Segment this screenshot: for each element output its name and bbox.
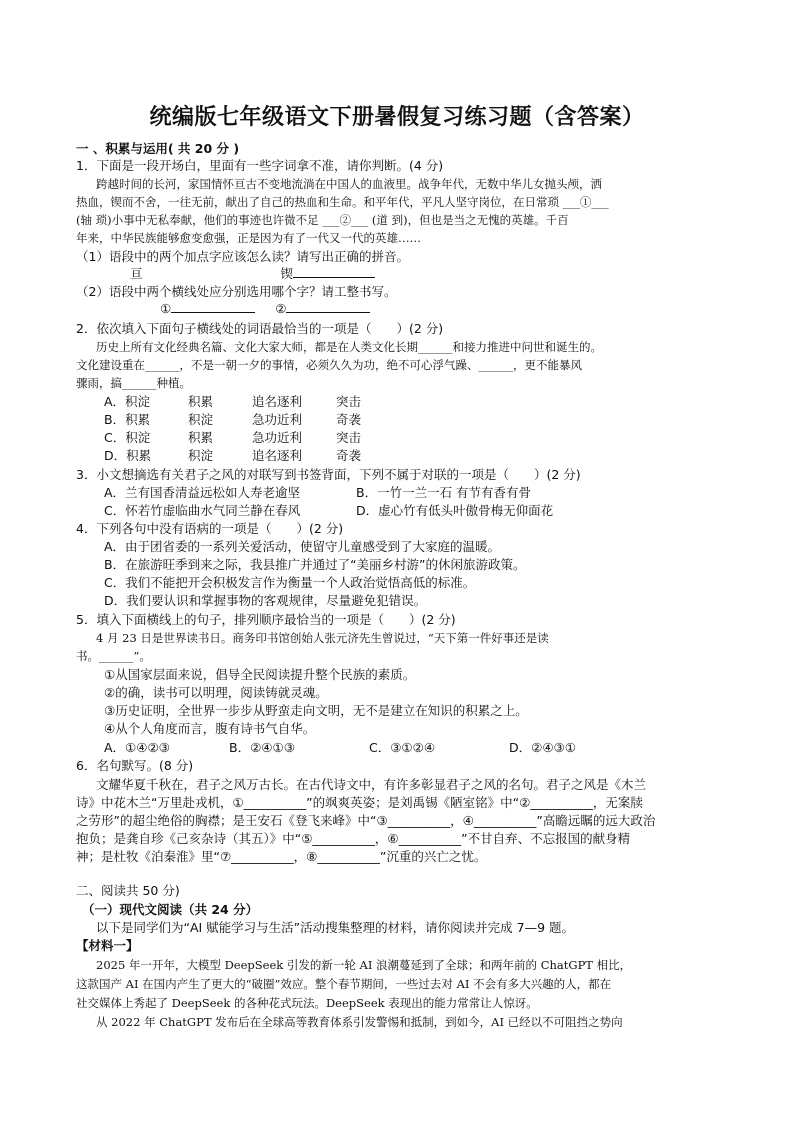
q2-option-b[interactable]: B．积累 积淀 急功近利 奇袭 — [104, 412, 362, 427]
q1-passage-line: 热血，锲而不舍，一往无前，献出了自己的热血和生命。和平年代，平凡人坚守岗位，在日常琐 ___①___ — [76, 195, 609, 209]
q1-stem: 1．下面是一段开场白，里面有一些字词拿不准，请你判断。(4 分) — [76, 158, 444, 173]
q2-option-c[interactable]: C．积淀 积累 急功近利 突击 — [104, 430, 362, 445]
q1-mark-2: ② — [275, 301, 287, 316]
q1-sub1-answer-row — [130, 265, 430, 282]
material-text-line: 这款国产 AI 在国内产生了更大的“破圈”效应。整个春节期间，一些过去对 AI 不会有多大兴趣的人，都在 — [76, 977, 612, 991]
q1-answer-blank[interactable] — [293, 265, 375, 278]
q5-item: ②的确，读书可以明理，阅读铸就灵魂。 — [104, 685, 328, 700]
material-text-line: 从 2022 年 ChatGPT 发布后在全球高等教育体系引发警惕和抵制，到如今，AI 已经以不可阻挡之势向 — [96, 1015, 623, 1029]
q6-stem: 6．名句默写。(8 分) — [76, 758, 194, 773]
q5-item: ③历史证明，全世界一步步从野蛮走向文明，无不是建立在知识的积累之上。 — [104, 703, 528, 718]
q3-option-a[interactable]: A．兰有国香清益远松如人寿老逾坚 — [104, 485, 301, 500]
q1-sub1: （1）语段中的两个加点字应该怎么读？请写出正确的拼音。 — [76, 249, 409, 264]
q5-passage-line: 4 月 23 日是世界读书日。商务印书馆创始人张元济先生曾说过，“天下第一件好事还是读 — [96, 631, 549, 645]
q3-options-row — [104, 502, 553, 519]
q1-sub2-answer-row — [160, 300, 460, 317]
q6-passage-line: 文耀华夏千秋在，君子之风万古长。在古代诗文中，有许多彰显君子之风的名句。君子之风是《木兰 — [96, 777, 647, 792]
section2-heading: 二、阅读共 50 分) — [76, 883, 180, 898]
q1-answer-blank[interactable] — [171, 300, 255, 313]
q5-item: ①从国家层面来说，倡导全民阅读提升整个民族的素质。 — [104, 667, 416, 682]
q5-option-d[interactable]: D．②④③① — [509, 740, 576, 755]
q1-mark-1: ① — [160, 301, 172, 316]
section1-heading: 一 、积累与运用( 共 20 分 ) — [76, 141, 240, 156]
q5-item: ④从个人角度而言，腹有诗书气自华。 — [104, 721, 316, 736]
q2-option-d[interactable]: D．积累 积淀 追名逐利 奇袭 — [104, 448, 362, 463]
q3-stem: 3．小文想摘选有关君子之风的对联写到书签背面，下列不属于对联的一项是（ ）(2 分) — [76, 467, 581, 482]
material-text-line: 社交媒体上秀起了 DeepSeek 的各种花式玩法。DeepSeek 表现出的能力常常让人惊讶。 — [76, 996, 538, 1010]
q4-stem: 4．下列各句中没有语病的一项是（ ）(2 分) — [76, 521, 344, 536]
q2-passage-line: 文化建设重在______，不是一朝一夕的事情，必须久久为功，绝不可心浮气躁、______，更不能暴风 — [76, 358, 582, 372]
q6-passage-line: 抱负；是龚自珍《己亥杂诗（其五）》中“⑤__________，⑥__________”不甘自弃、不忘报国的献身精 — [76, 831, 631, 846]
q4-option-c[interactable]: C．我们不能把开会积极发言作为衡量一个人政治觉悟高低的标准。 — [104, 575, 476, 590]
q1-char-1: 亘 — [130, 266, 143, 281]
q3-option-b[interactable]: B．一竹一兰一石 有节有香有骨 — [356, 485, 532, 500]
q5-option-c[interactable]: C．③①②④ — [369, 740, 436, 755]
q5-stem: 5．填入下面横线上的句子，排列顺序最恰当的一项是（ ）(2 分) — [76, 612, 456, 627]
q2-option-a[interactable]: A．积淀 积累 追名逐利 突击 — [104, 394, 362, 409]
q3-option-d[interactable]: D．虚心竹有低头叶傲骨梅无仰面花 — [356, 503, 554, 518]
q5-option-a[interactable]: A．①④②③ — [104, 740, 170, 755]
q6-passage-line: 神；是杜牧《泊秦淮》里“⑦__________，⑧__________”沉重的兴亡之忧。 — [76, 849, 487, 864]
q5-options-row — [104, 739, 576, 756]
q1-sub2: （2）语段中两个横线处应分别选用哪个字？请工整书写。 — [76, 284, 397, 299]
section2-subheading: （一）现代文阅读（共 24 分） — [82, 902, 259, 917]
q1-passage-line: 跨越时间的长河，家国情怀亘古不变地流淌在中国人的血液里。战争年代，无数中华儿女抛头颅，洒 — [96, 177, 602, 191]
q5-option-b[interactable]: B．②④①③ — [229, 740, 295, 755]
q4-option-d[interactable]: D．我们要认识和掌握事物的客观规律，尽量避免犯错误。 — [104, 593, 427, 608]
material-text-line: 2025 年一开年，大模型 DeepSeek 引发的新一轮 AI 浪潮蔓延到了全球；和两年前的 ChatGPT 相比， — [96, 958, 632, 972]
q1-answer-blank[interactable] — [286, 300, 370, 313]
q2-passage-line: 历史上所有文化经典名篇、文化大家大师，都是在人类文化长期______和接力推进中问世和诞生的。 — [96, 340, 602, 354]
section2-intro: 以下是同学们为“AI 赋能学习与生活”活动搜集整理的材料，请你阅读并完成 7—9 题。 — [96, 920, 575, 935]
q6-passage-line: 诗》中花木兰“万里赴戎机，①__________”的飒爽英姿；是刘禹锡《陋室铭》中“②__________，无案牍 — [76, 795, 643, 810]
q6-passage-line: 之劳形”的超尘绝俗的胸襟；是王安石《登飞来峰》中“③__________，④__________”高瞻远瞩的远大政治 — [76, 813, 656, 828]
q1-passage-line: 年来，中华民族能够愈变愈强，正是因为有了一代又一代的英雄…… — [76, 231, 421, 245]
q2-stem: 2．依次填入下面句子横线处的词语最恰当的一项是（ ）(2 分) — [76, 321, 444, 336]
q1-passage-line: (轴 琐)小事中无私奉献，他们的事迹也许微不足 ___②___ (道 到)，但也是当之无愧的英雄。千百 — [76, 213, 569, 227]
material-label: 【材料一】 — [76, 938, 139, 953]
q3-option-c[interactable]: C．怀若竹虚临曲水气同兰静在春风 — [104, 503, 301, 518]
document-title: 统编版七年级语文下册暑假复习练习题（含答案） — [149, 105, 645, 130]
q5-passage-line: 书。______”。 — [76, 649, 151, 663]
q3-options-row — [104, 484, 531, 501]
q1-char-2: 锲 — [280, 266, 293, 281]
q4-option-a[interactable]: A．由于团省委的一系列关爱活动，使留守儿童感受到了大家庭的温暖。 — [104, 539, 501, 554]
q2-passage-line: 骤雨，搞______种植。 — [76, 376, 191, 390]
q4-option-b[interactable]: B．在旅游旺季到来之际，我县推广并通过了“美丽乡村游”的休闲旅游政策。 — [104, 557, 526, 572]
